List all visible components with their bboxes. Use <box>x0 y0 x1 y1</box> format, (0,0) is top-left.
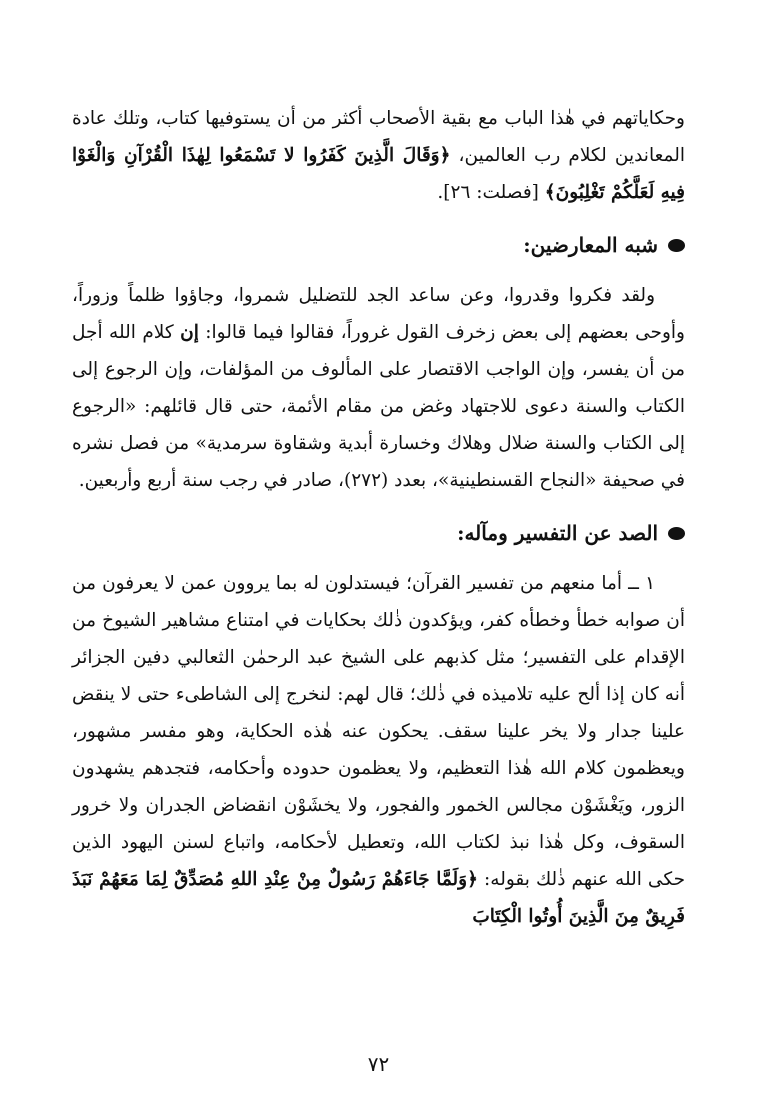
page-body <box>72 100 685 935</box>
section-heading-opponents-text: شبه المعارضين: <box>523 233 658 257</box>
quran-verse-fussilat: ﴿وَقَالَ الَّذِينَ كَفَرُوا لا تَسْمَعُوا لِهٰذَا الْقُرْآنِ وَالْغَوْا فِيهِ لَعَلَّكُمْ تَغْلِبُونَ﴾ <box>72 145 685 203</box>
bullet-icon <box>668 527 685 540</box>
paragraph-intro <box>72 100 685 211</box>
paragraph-tafsir-text: ١ ــ أما منعهم من تفسير القرآن؛ فيستدلون له بما يروون عمن لا يعرفون من أن صوابه خطأ وخطأه كفر، ويؤكدون ذٰلك بحكايات في امتناع مشاهير الشيوخ من الإقدام على التفسير؛ مثل كذبهم على الشيخ عبد الرحمٰن الثعالبي دفين الجزائر أنه كان إذا ألح عليه تلاميذه في ذٰلك؛ قال لهم: لنخرج إلى الشاطىء حتى لا ينقض علينا جدار ولا يخر علينا سقف. يحكون عنه هٰذه الحكاية، وهو مفسر مشهور، ويعظمون كلام الله هٰذا التعظيم، ولا يعظمون حدوده وأحكامه، فتجدهم يشهدون الزور، ويَغْشَوْن مجالس الخمور والفجور، ولا يخشَوْن انقضاض الجدران ولا خرور السقوف، وكل هٰذا نبذ لكتاب الله، وتعطيل لأحكامه، واتباع لسنن اليهود الذين حكى الله عنهم ذٰلك بقوله: <box>72 573 686 890</box>
paragraph-tafsir <box>72 565 685 935</box>
section-heading-tafsir <box>72 513 685 553</box>
paragraph-opponents-bold: إن <box>180 322 199 343</box>
section-heading-tafsir-text: الصد عن التفسير ومآله: <box>457 521 658 545</box>
paragraph-opponents-text-2: كلام الله أجل من أن يفسر، وإن الواجب الاقتصار على المألوف من المؤلفات، وإن الرجوع إلى الكتاب والسنة دعوى للاجتهاد وغض من مقام الأئمة، حتى قال قائلهم: «الرجوع إلى الكتاب والسنة ضلال وهلاك وخسارة أبدية وشقاوة سرمدية» من فصل نشره في صحيفة «النجاح القسنطينية»، بعدد (٢٧٢)، صادر في رجب سنة أربع وأربعين. <box>72 322 685 491</box>
page-number: ٧٢ <box>367 1052 390 1076</box>
quran-verse-baqarah: ﴿وَلَمَّا جَاءَهُمْ رَسُولٌ مِنْ عِنْدِ اللهِ مُصَدِّقٌ لِمَا مَعَهُمْ نَبَذَ فَرِيقٌ مِنَ الَّذِينَ أُوتُوا الْكِتَابَ <box>72 869 685 927</box>
section-heading-opponents <box>72 225 685 265</box>
paragraph-opponents <box>72 277 685 499</box>
bullet-icon <box>668 239 685 252</box>
paragraph-intro-text: وحكاياتهم في هٰذا الباب مع بقية الأصحاب أكثر من أن يستوفيها كتاب، وتلك عادة المعاندين لكلام رب العالمين، <box>72 108 685 166</box>
paragraph-opponents-text-1: ولقد فكروا وقدروا، وعن ساعد الجد للتضليل شمروا، وجاؤوا ظلماً وزوراً، وأوحى بعضهم إلى بعض زخرف القول غروراً، فقالوا فيما قالوا: <box>72 285 685 343</box>
verse-reference: [فصلت: ٢٦]. <box>437 182 545 203</box>
